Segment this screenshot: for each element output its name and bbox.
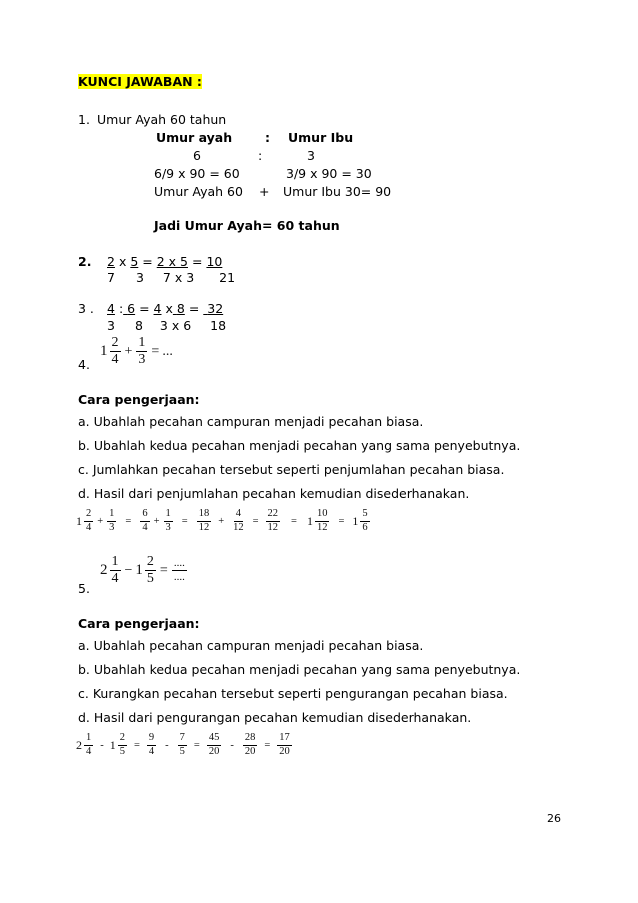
q5-number: 5. [78, 581, 90, 596]
q5-expression: 2 $\frac{1}{4}$ − 1 $\frac{2}{5}$ = $\frac{....}{....}$ [100, 554, 185, 586]
q1-sum-plus: + [259, 184, 270, 199]
q5-step-b: b. Ubahlah kedua pecahan menjadi pecahan yang sama penyebutnya. [78, 662, 521, 677]
q4-number: 4. [78, 357, 90, 372]
q1-title: Umur Ayah 60 tahun [97, 112, 227, 127]
q4-expression: 1 $\frac{2}{4}$ + $\frac{1}{3}$ = ... [100, 335, 173, 367]
q1-header-colon: : [265, 130, 270, 145]
q2-denominator-row: 7 3 7 x 3 21 [107, 270, 236, 285]
q4-step-d: d. Hasil dari penjumlahan pecahan kemudian disederhanakan. [78, 486, 470, 501]
page-number: 26 [547, 812, 561, 825]
q1-ratio-colon: : [258, 148, 263, 163]
q1-ratio-ibu: 3 [307, 148, 315, 163]
q1-sum-ibu: Umur Ibu 30= 90 [283, 184, 392, 199]
q1-ratio-ayah: 6 [193, 148, 201, 163]
q5-step-c: c. Kurangkan pecahan tersebut seperti pengurangan pecahan biasa. [78, 686, 508, 701]
q1-answer: Jadi Umur Ayah= 60 tahun [154, 218, 340, 233]
q5-method-title: Cara pengerjaan: [78, 616, 200, 631]
q5-step-a: a. Ubahlah pecahan campuran menjadi pecahan biasa. [78, 638, 424, 653]
q4-step-c: c. Jumlahkan pecahan tersebut seperti penjumlahan pecahan biasa. [78, 462, 505, 477]
q5-step-d: d. Hasil dari pengurangan pecahan kemudian disederhanakan. [78, 710, 472, 725]
q2-number: 2. [78, 254, 92, 269]
q1-sum-ayah: Umur Ayah 60 [154, 184, 243, 199]
q1-header-ibu: Umur Ibu [288, 130, 354, 145]
q1-header-ayah: Umur ayah [156, 130, 233, 145]
q4-step-b: b. Ubahlah kedua pecahan menjadi pecahan yang sama penyebutnya. [78, 438, 521, 453]
q1-calc-ayah: 6/9 x 90 = 60 [154, 166, 240, 181]
q4-step-a: a. Ubahlah pecahan campuran menjadi pecahan biasa. [78, 414, 424, 429]
q3-number: 3 . [78, 301, 94, 316]
q2-numerator-row: 2 x 5 = 2 x 5 = 10 [107, 254, 223, 269]
page-heading: KUNCI JAWABAN : [78, 74, 202, 89]
q5-worked-solution: 2 $\frac{1}{4}$ - 1 $\frac{2}{5}$ = $\frac{9}{4}$ - $\frac{7}{5}$ = $\frac{45}{20}$ - $\frac{28}{20}$ = $\frac{17}{20}$ [76, 732, 290, 757]
q4-worked-solution: 1 $\frac{2}{4}$ + $\frac{1}{3}$ = $\frac{6}{4}$ + $\frac{1}{3}$ = $\frac{18}{12}$ + $\frac{4}{12}$ = $\frac{22}{12}$ = 1 $\frac{10}{12}$ = 1 $\frac{5}{6}$ [76, 508, 368, 533]
q1-number: 1. [78, 112, 90, 127]
q3-numerator-row: 4 : 6 = 4 x 8 = 32 [107, 301, 224, 316]
q3-denominator-row: 3 8 3 x 6 18 [107, 318, 227, 333]
q1-calc-ibu: 3/9 x 90 = 30 [286, 166, 372, 181]
q4-method-title: Cara pengerjaan: [78, 392, 200, 407]
